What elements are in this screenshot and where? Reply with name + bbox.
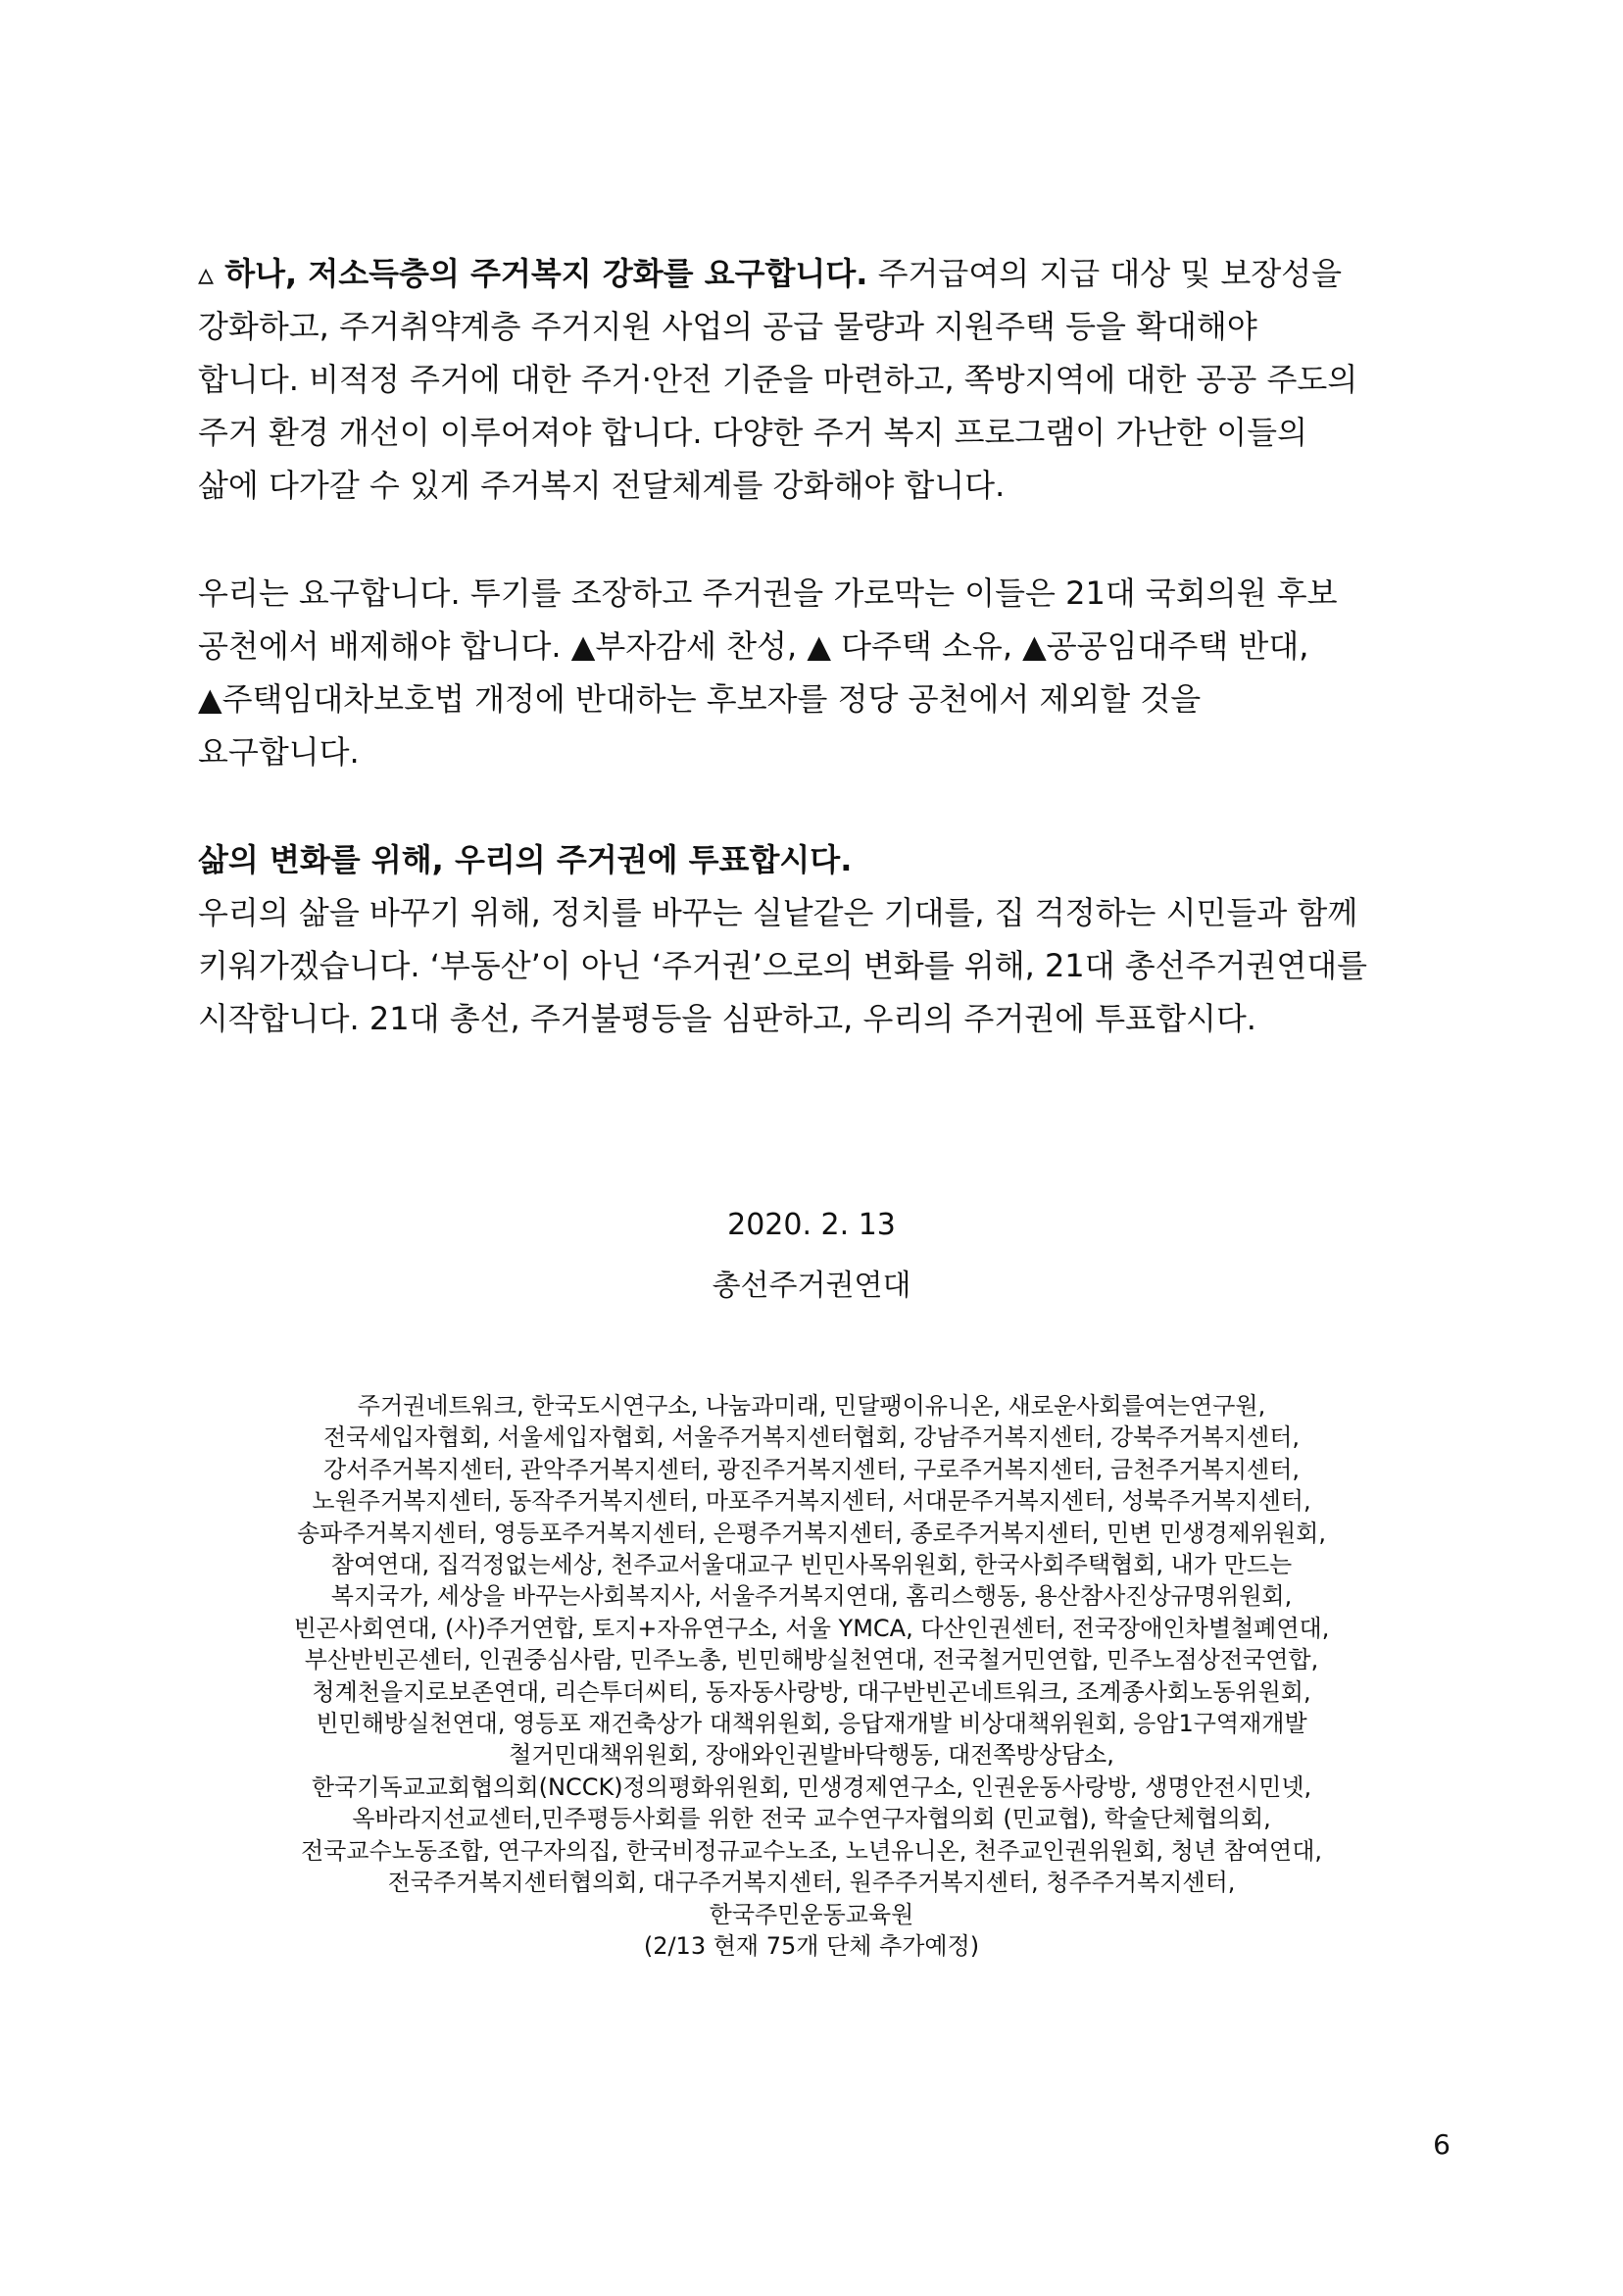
- closing-heading: 삶의 변화를 위해, 우리의 주거권에 투표합시다.: [198, 841, 853, 878]
- member-line: 부산반빈곤센터, 인권중심사람, 민주노총, 빈민해방실천연대, 전국철거민연합, 민주노점상전국연합,: [304, 1646, 1319, 1674]
- demand-line-1-text: 주거급여의 지급 대상 및 보장성을: [867, 255, 1343, 292]
- member-line: 옥바라지선교센터,민주평등사회를 위한 전국 교수연구자협의회 (민교협), 학술단체협의회,: [352, 1805, 1271, 1833]
- signature-date: 2020. 2. 13: [727, 1208, 896, 1242]
- statement-body: [198, 247, 1441, 1045]
- member-line: 주거권네트워크, 한국도시연구소, 나눔과미래, 민달팽이유니온, 새로운사회를여는연구원,: [357, 1392, 1266, 1420]
- closing-paragraph: [198, 833, 1441, 1045]
- closing-line-1: 우리의 삶을 바꾸기 위해, 정치를 바꾸는 실낱같은 기대를, 집 걱정하는 시민들과 함께: [198, 894, 1358, 931]
- demand-lead: ▵ 하나, 저소득층의 주거복지 강화를 요구합니다.: [198, 255, 868, 292]
- member-organizations: [0, 1390, 1623, 1962]
- demand-line-5: 삶에 다가갈 수 있게 주거복지 전달체계를 강화해야 합니다.: [198, 467, 1006, 504]
- member-line: 빈곤사회연대, (사)주거연합, 토지+자유연구소, 서울 YMCA, 다산인권센터, 전국장애인차별철폐연대,: [293, 1614, 1330, 1642]
- demand-line-2: 강화하고, 주거취약계층 주거지원 사업의 공급 물량과 지원주택 등을 확대해야: [198, 308, 1257, 345]
- member-line: 참여연대, 집걱정없는세상, 천주교서울대교구 빈민사목위원회, 한국사회주택협회, 내가 만드는: [330, 1551, 1293, 1579]
- candidates-line-4: 요구합니다.: [198, 733, 360, 771]
- member-line: 복지국가, 세상을 바꾸는사회복지사, 서울주거복지연대, 홈리스행동, 용산참사진상규명위원회,: [330, 1582, 1293, 1611]
- closing-line-3: 시작합니다. 21대 총선, 주거불평등을 심판하고, 우리의 주거권에 투표합시다.: [198, 1000, 1256, 1037]
- candidates-line-2: 공천에서 배제해야 합니다. ▲부자감세 찬성, ▲ 다주택 소유, ▲공공임대주택 반대,: [198, 627, 1309, 665]
- member-line: 송파주거복지센터, 영등포주거복지센터, 은평주거복지센터, 종로주거복지센터, 민변 민생경제위원회,: [296, 1519, 1326, 1547]
- member-line: 강서주거복지센터, 관악주거복지센터, 광진주거복지센터, 구로주거복지센터, 금천주거복지센터,: [322, 1455, 1301, 1483]
- demand-line-4: 주거 환경 개선이 이루어져야 합니다. 다양한 주거 복지 프로그램이 가난한 이들의: [198, 414, 1307, 451]
- paragraph-spacer: [198, 512, 1441, 567]
- member-note: (2/13 현재 75개 단체 추가예정): [643, 1931, 980, 1960]
- member-line: 빈민해방실천연대, 영등포 재건축상가 대책위원회, 응답재개발 비상대책위원회, 응암1구역재개발: [316, 1710, 1307, 1738]
- member-line: 한국기독교교회협의회(NCCK)정의평화위원회, 민생경제연구소, 인권운동사랑방, 생명안전시민넷,: [311, 1772, 1312, 1801]
- member-line: 청계천을지로보존연대, 리슨투더씨티, 동자동사랑방, 대구반빈곤네트워크, 조계종사회노동위원회,: [312, 1677, 1311, 1706]
- page-number: 6: [1433, 2128, 1451, 2161]
- member-line: 전국세입자협회, 서울세입자협회, 서울주거복지센터협회, 강남주거복지센터, 강북주거복지센터,: [322, 1423, 1301, 1452]
- member-line: 한국주민운동교육원: [709, 1900, 914, 1928]
- signature-organization: 총선주거권연대: [712, 1269, 911, 1303]
- demand-line-3: 합니다. 비적정 주거에 대한 주거·안전 기준을 마련하고, 쪽방지역에 대한 공공 주도의: [198, 361, 1358, 398]
- member-line: 철거민대책위원회, 장애와인권발바닥행동, 대전쪽방상담소,: [509, 1741, 1114, 1770]
- candidates-line-1: 우리는 요구합니다. 투기를 조장하고 주거권을 가로막는 이들은 21대 국회의원 후보: [198, 574, 1338, 612]
- closing-line-2: 키워가겠습니다. ‘부동산’이 아닌 ‘주거권’으로의 변화를 위해, 21대 총선주거권연대를: [198, 947, 1368, 984]
- candidates-line-3: ▲주택임대차보호법 개정에 반대하는 후보자를 정당 공천에서 제외할 것을: [198, 680, 1202, 718]
- demand-paragraph: [198, 247, 1441, 512]
- member-line: 전국교수노동조합, 연구자의집, 한국비정규교수노조, 노년유니온, 천주교인권위원회, 청년 참여연대,: [300, 1836, 1323, 1865]
- paragraph-spacer: [198, 778, 1441, 833]
- member-line: 전국주거복지센터협의회, 대구주거복지센터, 원주주거복지센터, 청주주거복지센터,: [387, 1869, 1236, 1897]
- member-line: 노원주거복지센터, 동작주거복지센터, 마포주거복지센터, 서대문주거복지센터, 성북주거복지센터,: [312, 1487, 1311, 1516]
- candidates-paragraph: [198, 567, 1441, 778]
- demand-line-1: [198, 247, 1441, 300]
